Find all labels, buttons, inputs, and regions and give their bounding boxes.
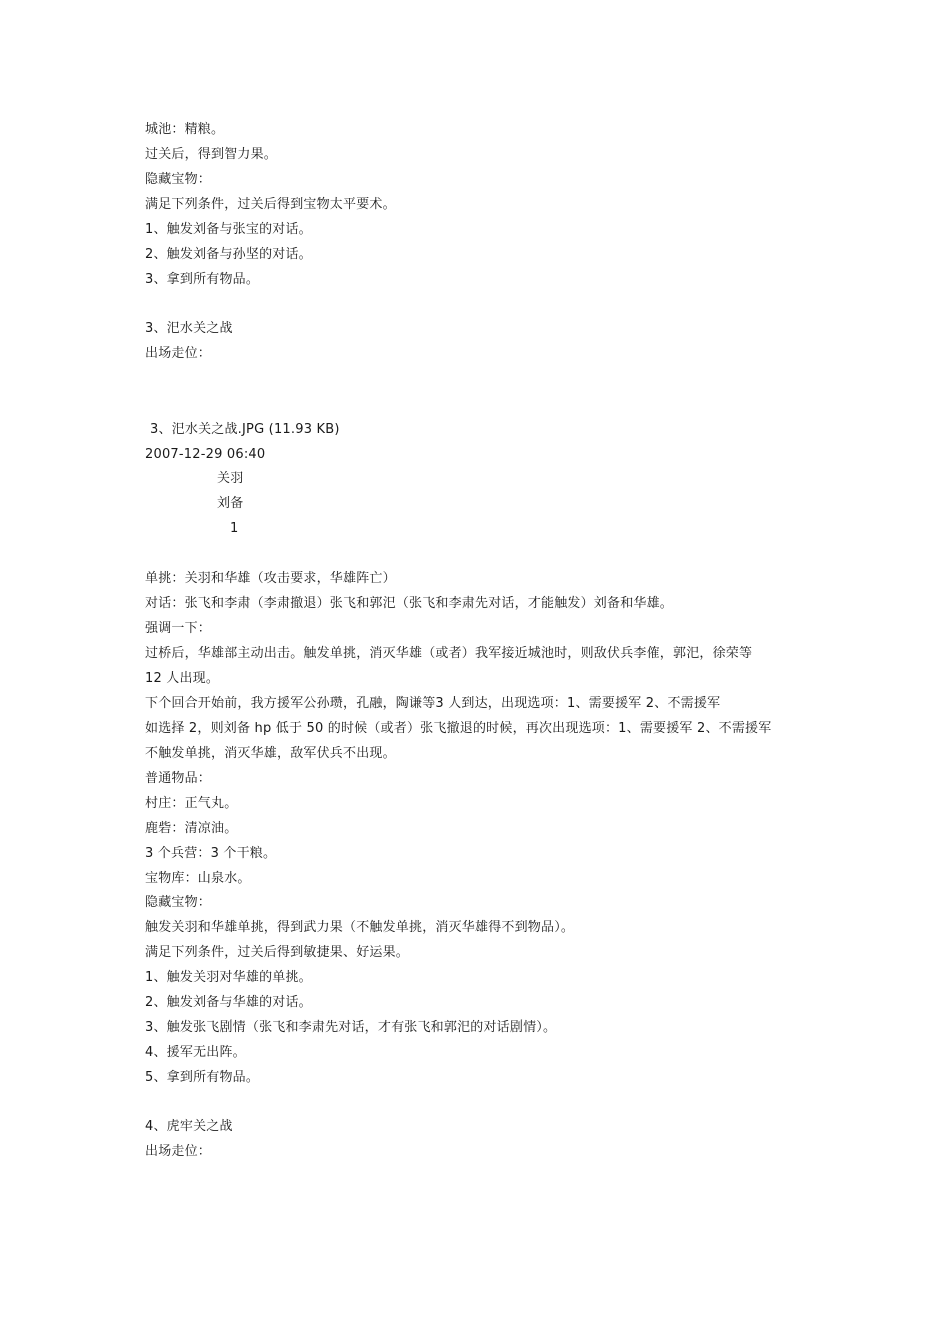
text-line: 2、触发刘备与孙坚的对话。 [145,247,312,262]
text-line: 12 人出现。 [145,671,220,686]
text-line: 单挑：关羽和华雄（攻击要求，华雄阵亡） [145,571,396,586]
text-line: 强调一下： [145,621,212,636]
text-line: 1、触发关羽对华雄的单挑。 [145,970,312,985]
text-line: 出场走位： [145,346,212,361]
text-line: 4、援军无出阵。 [145,1045,246,1060]
text-line: 下个回合开始前，我方援军公孙瓒，孔融，陶谦等3 人到达，出现选项：1、需要援军 2、不需援军 [145,696,721,711]
text-line: 如选择 2，则刘备 hp 低于 50 的时候（或者）张飞撤退的时候，再次出现选项：1、需要援军 2、不需援军 [145,721,772,736]
text-line: 满足下列条件，过关后得到敏捷果、好运果。 [145,945,410,960]
section-heading: 4、虎牢关之战 [145,1119,233,1134]
section-heading: 3、汜水关之战 [145,321,233,336]
text-line: 出场走位： [145,1144,212,1159]
text-line: 隐藏宝物： [145,172,212,187]
image-caption[interactable]: 3、汜水关之战.JPG (11.93 KB) [150,422,340,437]
text-line: 3、触发张飞剧情（张飞和李肃先对话，才有张飞和郭汜的对话剧情）。 [145,1020,557,1035]
text-line: 普通物品： [145,771,212,786]
text-line: 村庄：正气丸。 [145,796,238,811]
map-label: 关羽 [217,471,244,486]
text-line: 城池：精粮。 [145,122,225,137]
text-line: 鹿砦：清凉油。 [145,821,238,836]
map-label: 刘备 [217,496,244,511]
text-line: 对话：张飞和李肃（李肃撤退）张飞和郭汜（张飞和李肃先对话，才能触发）刘备和华雄。 [145,596,674,611]
image-timestamp: 2007-12-29 06:40 [145,447,266,462]
text-line: 宝物库：山泉水。 [145,871,251,886]
text-line: 过关后，得到智力果。 [145,147,278,162]
text-line: 1、触发刘备与张宝的对话。 [145,222,312,237]
text-line: 3、拿到所有物品。 [145,272,260,287]
text-line: 过桥后，华雄部主动出击。触发单挑，消灭华雄（或者）我军接近城池时，则敌伏兵李傕，郭汜，徐荣等 [145,646,753,661]
text-line: 触发关羽和华雄单挑，得到武力果（不触发单挑，消灭华雄得不到物品）。 [145,920,575,935]
text-line: 隐藏宝物： [145,895,212,910]
text-line: 不触发单挑，消灭华雄，敌军伏兵不出现。 [145,746,396,761]
map-label: 1 [230,521,239,536]
text-line: 3 个兵营：3 个干粮。 [145,846,277,861]
text-line: 2、触发刘备与华雄的对话。 [145,995,312,1010]
text-line: 5、拿到所有物品。 [145,1070,260,1085]
text-line: 满足下列条件，过关后得到宝物太平要术。 [145,197,396,212]
